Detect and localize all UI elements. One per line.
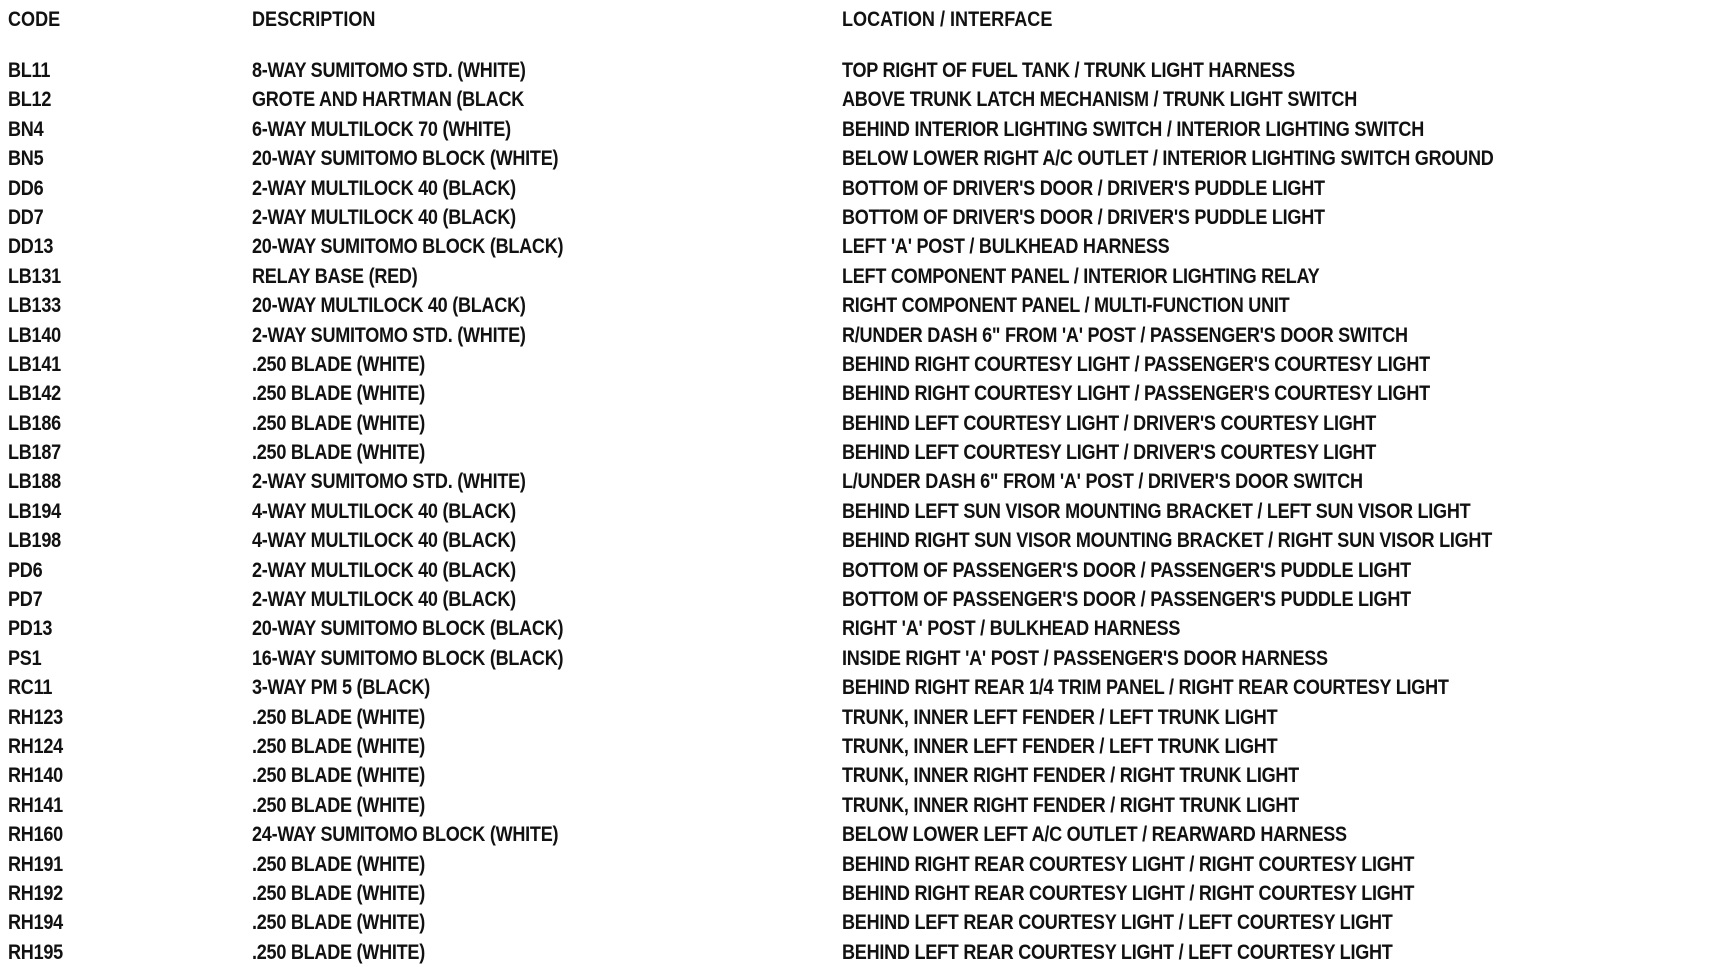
cell-code: PS1	[8, 646, 42, 670]
cell-location-interface: ABOVE TRUNK LATCH MECHANISM / TRUNK LIGHT SWITCH	[842, 88, 1358, 112]
cell-location-interface: BEHIND LEFT COURTESY LIGHT / DRIVER'S COURTESY LIGHT	[842, 411, 1377, 435]
connector-table	[0, 0, 1734, 40]
cell-code: RC11	[8, 676, 53, 700]
cell-description: 2-WAY SUMITOMO STD. (WHITE)	[252, 470, 526, 494]
table-row	[0, 761, 1734, 790]
cell-code: RH123	[8, 705, 63, 729]
table-row	[0, 614, 1734, 643]
cell-code: PD13	[8, 617, 53, 641]
cell-description: 6-WAY MULTILOCK 70 (WHITE)	[252, 117, 511, 141]
cell-code: BN4	[8, 117, 44, 141]
table-row	[0, 232, 1734, 261]
table-row	[0, 262, 1734, 291]
cell-location-interface: BEHIND RIGHT REAR COURTESY LIGHT / RIGHT COURTESY LIGHT	[842, 852, 1415, 876]
cell-code: LB141	[8, 352, 61, 376]
cell-location-interface: BOTTOM OF PASSENGER'S DOOR / PASSENGER'S PUDDLE LIGHT	[842, 588, 1411, 612]
table-row	[0, 703, 1734, 732]
cell-code: DD7	[8, 205, 44, 229]
cell-description: .250 BLADE (WHITE)	[252, 382, 425, 406]
header-location-interface: LOCATION / INTERFACE	[842, 8, 1053, 31]
cell-location-interface: TOP RIGHT OF FUEL TANK / TRUNK LIGHT HARNESS	[842, 59, 1295, 82]
table-row	[0, 203, 1734, 232]
cell-description: 2-WAY MULTILOCK 40 (BLACK)	[252, 588, 516, 612]
table-row	[0, 526, 1734, 555]
cell-description: 3-WAY PM 5 (BLACK)	[252, 676, 430, 700]
cell-location-interface: BELOW LOWER RIGHT A/C OUTLET / INTERIOR LIGHTING SWITCH GROUND	[842, 147, 1494, 171]
cell-description: 20-WAY SUMITOMO BLOCK (WHITE)	[252, 147, 559, 171]
cell-location-interface: BOTTOM OF PASSENGER'S DOOR / PASSENGER'S PUDDLE LIGHT	[842, 558, 1411, 582]
cell-code: DD13	[8, 235, 54, 259]
cell-location-interface: RIGHT COMPONENT PANEL / MULTI-FUNCTION UNIT	[842, 294, 1290, 318]
cell-location-interface: L/UNDER DASH 6" FROM 'A' POST / DRIVER'S DOOR SWITCH	[842, 470, 1363, 494]
cell-description: .250 BLADE (WHITE)	[252, 793, 425, 817]
cell-code: RH191	[8, 852, 63, 876]
table-row	[0, 908, 1734, 937]
cell-code: BL12	[8, 88, 52, 112]
cell-description: 16-WAY SUMITOMO BLOCK (BLACK)	[252, 646, 564, 670]
cell-location-interface: BEHIND RIGHT SUN VISOR MOUNTING BRACKET / RIGHT SUN VISOR LIGHT	[842, 529, 1492, 553]
table-row	[0, 732, 1734, 761]
cell-location-interface: TRUNK, INNER LEFT FENDER / LEFT TRUNK LIGHT	[842, 734, 1278, 758]
cell-description: 2-WAY MULTILOCK 40 (BLACK)	[252, 176, 516, 200]
cell-code: LB140	[8, 323, 61, 347]
table-row	[0, 556, 1734, 585]
cell-description: .250 BLADE (WHITE)	[252, 441, 425, 465]
cell-code: PD7	[8, 588, 43, 612]
cell-description: 4-WAY MULTILOCK 40 (BLACK)	[252, 499, 516, 523]
cell-code: BN5	[8, 147, 44, 171]
table-row	[0, 791, 1734, 820]
table-row	[0, 850, 1734, 879]
cell-code: LB187	[8, 441, 61, 465]
cell-code: LB198	[8, 529, 61, 553]
cell-description: .250 BLADE (WHITE)	[252, 705, 425, 729]
cell-code: LB133	[8, 294, 61, 318]
cell-location-interface: BEHIND RIGHT REAR COURTESY LIGHT / RIGHT COURTESY LIGHT	[842, 881, 1415, 905]
cell-location-interface: LEFT COMPONENT PANEL / INTERIOR LIGHTING RELAY	[842, 264, 1320, 288]
cell-description: .250 BLADE (WHITE)	[252, 411, 425, 435]
cell-location-interface: BEHIND RIGHT REAR 1/4 TRIM PANEL / RIGHT REAR COURTESY LIGHT	[842, 676, 1449, 700]
table-row	[0, 938, 1734, 967]
table-row	[0, 497, 1734, 526]
cell-location-interface: BELOW LOWER LEFT A/C OUTLET / REARWARD HARNESS	[842, 823, 1347, 847]
table-row	[0, 467, 1734, 496]
cell-description: 2-WAY MULTILOCK 40 (BLACK)	[252, 205, 516, 229]
table-row	[0, 644, 1734, 673]
table-row	[0, 321, 1734, 350]
cell-location-interface: BEHIND LEFT REAR COURTESY LIGHT / LEFT COURTESY LIGHT	[842, 911, 1393, 935]
cell-description: .250 BLADE (WHITE)	[252, 911, 425, 935]
cell-location-interface: TRUNK, INNER RIGHT FENDER / RIGHT TRUNK LIGHT	[842, 793, 1299, 817]
cell-location-interface: BEHIND INTERIOR LIGHTING SWITCH / INTERIOR LIGHTING SWITCH	[842, 117, 1425, 141]
table-row	[0, 174, 1734, 203]
cell-description: GROTE AND HARTMAN (BLACK	[252, 88, 525, 112]
cell-code: RH124	[8, 734, 63, 758]
cell-location-interface: BEHIND RIGHT COURTESY LIGHT / PASSENGER'S COURTESY LIGHT	[842, 352, 1430, 376]
table-row	[0, 438, 1734, 467]
header-code: CODE	[8, 8, 61, 31]
header-description: DESCRIPTION	[252, 8, 376, 31]
cell-code: DD6	[8, 176, 44, 200]
table-row	[0, 879, 1734, 908]
table-row	[0, 820, 1734, 849]
cell-location-interface: BEHIND LEFT REAR COURTESY LIGHT / LEFT COURTESY LIGHT	[842, 940, 1393, 964]
cell-code: RH195	[8, 940, 63, 964]
cell-location-interface: LEFT 'A' POST / BULKHEAD HARNESS	[842, 235, 1170, 259]
cell-description: 24-WAY SUMITOMO BLOCK (WHITE)	[252, 823, 559, 847]
cell-location-interface: BOTTOM OF DRIVER'S DOOR / DRIVER'S PUDDLE LIGHT	[842, 205, 1325, 229]
cell-description: 20-WAY SUMITOMO BLOCK (BLACK)	[252, 235, 564, 259]
table-row	[0, 585, 1734, 614]
cell-description: .250 BLADE (WHITE)	[252, 764, 425, 788]
cell-code: LB194	[8, 499, 61, 523]
cell-location-interface: BOTTOM OF DRIVER'S DOOR / DRIVER'S PUDDLE LIGHT	[842, 176, 1325, 200]
cell-code: LB131	[8, 264, 61, 288]
cell-location-interface: BEHIND RIGHT COURTESY LIGHT / PASSENGER'S COURTESY LIGHT	[842, 382, 1430, 406]
table-row	[0, 673, 1734, 702]
table-body	[0, 56, 1734, 967]
cell-description: 2-WAY MULTILOCK 40 (BLACK)	[252, 558, 516, 582]
table-row	[0, 409, 1734, 438]
cell-location-interface: BEHIND LEFT COURTESY LIGHT / DRIVER'S COURTESY LIGHT	[842, 441, 1377, 465]
cell-code: RH160	[8, 823, 63, 847]
table-row	[0, 85, 1734, 114]
cell-code: RH141	[8, 793, 63, 817]
cell-code: RH192	[8, 881, 63, 905]
cell-description: 20-WAY SUMITOMO BLOCK (BLACK)	[252, 617, 564, 641]
cell-description: .250 BLADE (WHITE)	[252, 940, 425, 964]
cell-description: 8-WAY SUMITOMO STD. (WHITE)	[252, 59, 526, 82]
cell-code: BL11	[8, 59, 51, 82]
cell-location-interface: INSIDE RIGHT 'A' POST / PASSENGER'S DOOR HARNESS	[842, 646, 1328, 670]
cell-description: .250 BLADE (WHITE)	[252, 352, 425, 376]
cell-code: LB188	[8, 470, 61, 494]
cell-code: RH194	[8, 911, 63, 935]
cell-location-interface: R/UNDER DASH 6" FROM 'A' POST / PASSENGER'S DOOR SWITCH	[842, 323, 1408, 347]
table-row	[0, 144, 1734, 173]
cell-description: .250 BLADE (WHITE)	[252, 881, 425, 905]
cell-code: RH140	[8, 764, 63, 788]
table-row	[0, 115, 1734, 144]
table-header-row	[0, 0, 1734, 40]
cell-location-interface: RIGHT 'A' POST / BULKHEAD HARNESS	[842, 617, 1181, 641]
cell-location-interface: TRUNK, INNER RIGHT FENDER / RIGHT TRUNK LIGHT	[842, 764, 1299, 788]
cell-description: 2-WAY SUMITOMO STD. (WHITE)	[252, 323, 526, 347]
cell-description: .250 BLADE (WHITE)	[252, 734, 425, 758]
table-row	[0, 379, 1734, 408]
cell-location-interface: BEHIND LEFT SUN VISOR MOUNTING BRACKET / LEFT SUN VISOR LIGHT	[842, 499, 1471, 523]
cell-code: LB186	[8, 411, 61, 435]
cell-description: .250 BLADE (WHITE)	[252, 852, 425, 876]
cell-code: PD6	[8, 558, 43, 582]
cell-description: RELAY BASE (RED)	[252, 264, 418, 288]
table-row	[0, 350, 1734, 379]
table-row	[0, 291, 1734, 320]
cell-description: 4-WAY MULTILOCK 40 (BLACK)	[252, 529, 516, 553]
table-row	[0, 56, 1734, 85]
cell-code: LB142	[8, 382, 61, 406]
cell-location-interface: TRUNK, INNER LEFT FENDER / LEFT TRUNK LIGHT	[842, 705, 1278, 729]
cell-description: 20-WAY MULTILOCK 40 (BLACK)	[252, 294, 526, 318]
